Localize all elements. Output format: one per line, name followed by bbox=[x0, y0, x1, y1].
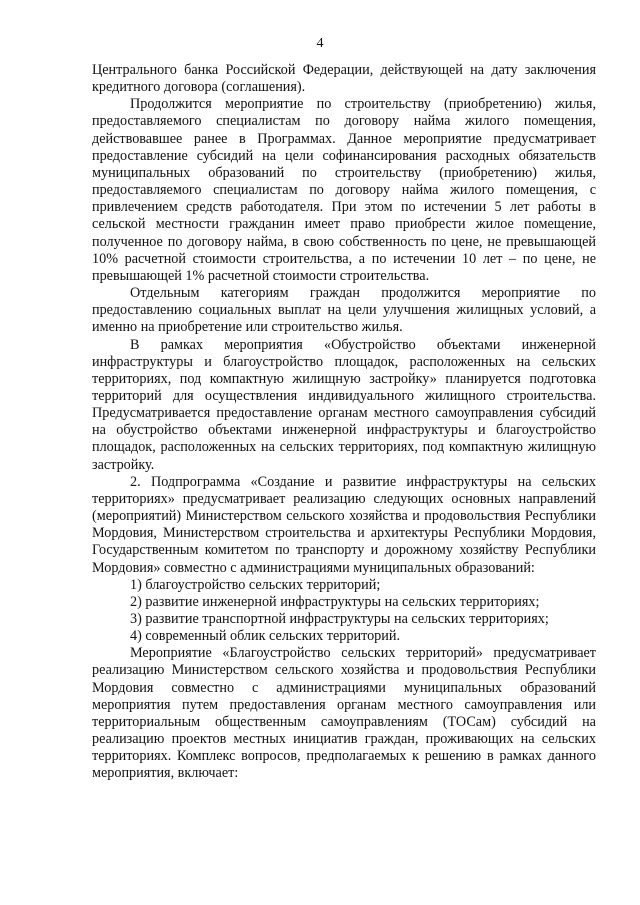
paragraph-improvement-measure: Мероприятие «Благоустройство сельских территорий» предусматривает реализацию Министерством сельского хозяйства и продовольствия Республики Мордовия совместно с администрациями муниципальных образований мероприятия путем предоставления органам местного самоуправления или территориальным общественным самоуправлениям (ТОСам) субсидий на реализацию проектов местных инициатив граждан, проживающих на сельских территориях. Комплекс вопросов, предполагаемых к решению в рамках данного мероприятия, включает: bbox=[92, 645, 596, 782]
list-item: 3) развитие транспортной инфраструктуры на сельских территориях; bbox=[130, 611, 549, 627]
paragraph-infrastructure-housing: В рамках мероприятия «Обустройство объектами инженерной инфраструктуры и благоустройство площадок, расположенных на сельских территориях, под компактную жилищную застройку» планируется подготовка территорий для осуществления индивидуального жилищного строительства. Предусматривается предоставление органам местного самоуправления субсидий на обустройство объектами инженерной инфраструктуры и благоустройство площадок, расположенных на сельских территориях, под компактную жилищную застройку. bbox=[92, 336, 596, 473]
page-number: 4 bbox=[316, 36, 324, 51]
paragraph-continuation: Центрального банка Российской Федерации, действующей на дату заключения кредитного договора (соглашения). bbox=[92, 62, 596, 96]
paragraph-housing-specialists: Продолжится мероприятие по строительству (приобретению) жилья, предоставляемого специалистам по договору найма жилого помещения, действовавшее ранее в Программах. Данное мероприятие предусматривает предоставление субсидий на цели софинансирования расходных обязательств муниципальных образований по строительству (приобретению) жилья, предоставляемого специалистам по договору найма жилого помещения, с привлечением средств работодателя. При этом по истечении 5 лет работы в сельской местности гражданин имеет право приобрести жилое помещение, полученное по договору найма, в свою собственность по цене, не превышающей 10% расчетной стоимости строительства, а по истечении 10 лет – по цене, не превышающей 1% расчетной стоимости строительства. bbox=[92, 96, 596, 284]
list-item: 1) благоустройство сельских территорий; bbox=[130, 576, 381, 593]
document-body bbox=[92, 62, 596, 783]
list-item: 2) развитие инженерной инфраструктуры на сельских территориях; bbox=[130, 593, 540, 610]
list-item: 4) современный облик сельских территорий. bbox=[130, 628, 400, 645]
paragraph-social-payments: Отдельным категориям граждан продолжится мероприятие по предоставлению социальных выплат на цели улучшения жилищных условий, а именно на приобретение или строительство жилья. bbox=[92, 285, 596, 336]
paragraph-subprogram-2: 2. Подпрограмма «Создание и развитие инфраструктуры на сельских территориях» предусматривает реализацию следующих основных направлений (мероприятий) Министерством сельского хозяйства и продовольствия Республики Мордовия, Министерством строительства и архитектуры Республики Мордовия, Государственным комитетом по транспорту и дорожному хозяйству Республики Мордовия» совместно с администрациями муниципальных образований: bbox=[92, 473, 596, 576]
